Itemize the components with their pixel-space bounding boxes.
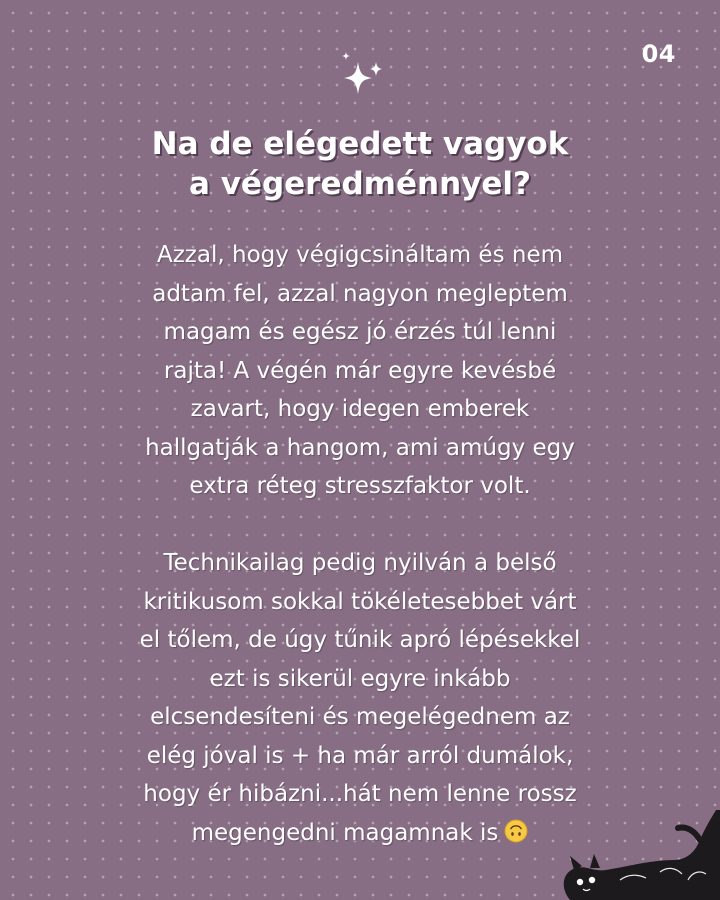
paragraph-line: rajta! A végén már egyre kevésbé — [163, 357, 557, 384]
paragraph-line: hallgatják a hangom, ami amúgy egy — [145, 434, 575, 461]
title-line: a végeredménnyel? — [189, 166, 531, 202]
paragraph-line: hogy ér hibázni...hát nem lenne rossz — [143, 781, 577, 807]
paragraph-line: elég jóval is + ha már arról dumálok, — [146, 742, 574, 769]
paragraph-line: kritikusom sokkal tökéletesebbet várt — [143, 588, 577, 615]
paragraph-line: magam és egész jó érzés túl lenni — [163, 319, 557, 345]
paragraph-line: megengedni magamnak is — [191, 819, 499, 846]
paragraph-line: Azzal, hogy végigcsináltam és nem — [157, 242, 563, 268]
page-title — [60, 124, 660, 204]
page-number: 04 — [641, 40, 676, 68]
paragraph-line: elcsendesíteni és megelégednem az — [150, 704, 570, 730]
title-line: Na de elégedett vagyok — [151, 126, 569, 162]
paragraph-line: Technikailag pedig nyilván a belső — [163, 550, 557, 576]
cat-illustration — [550, 810, 720, 900]
paragraph-line: extra réteg stresszfaktor volt. — [189, 473, 531, 499]
sparkle-icon — [334, 48, 386, 104]
paragraph-line: zavart, hogy idegen emberek — [190, 396, 530, 422]
paragraph-line: adtam fel, azzal nagyon megleptem — [152, 280, 568, 307]
upside-down-face-icon — [504, 819, 528, 843]
paragraph-line: ezt is sikerül egyre inkább — [209, 665, 511, 692]
paragraph-line: el tőlem, de úgy tűnik apró lépésekkel — [139, 627, 581, 653]
paragraph-gap — [70, 506, 650, 545]
body-text — [70, 236, 650, 852]
